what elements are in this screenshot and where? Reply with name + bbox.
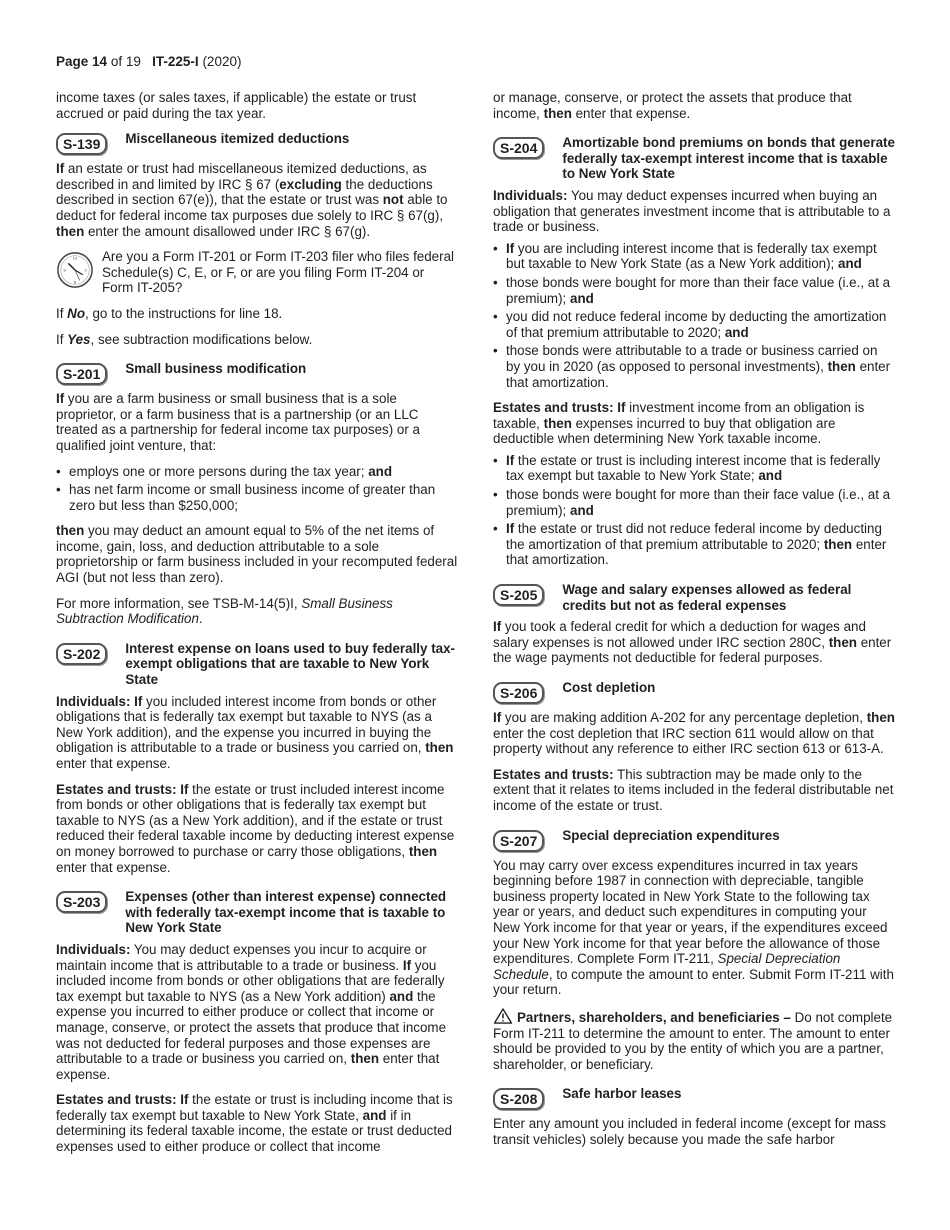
- warning-icon: [493, 1008, 513, 1024]
- section-s208-heading: [493, 1086, 895, 1110]
- bold-text: and: [758, 468, 783, 484]
- s201-paragraph: [56, 523, 458, 585]
- section-title: Miscellaneous itemized deductions: [125, 131, 350, 147]
- section-code-badge: S-204: [493, 137, 544, 159]
- bold-text: then: [350, 1051, 380, 1067]
- text: you are a farm business or small business that is a sole proprietor, or a farm business that is a partnership (or an LLC treated as a partnership for federal income tax purposes) or a qualified joint venture, that:: [56, 391, 420, 453]
- clock-note: [56, 249, 458, 296]
- text: has net farm income or small business income of greater than zero but less than $250,000;: [69, 482, 436, 513]
- section-title: Special depreciation expenditures: [562, 827, 780, 843]
- s202-estates: [56, 782, 458, 876]
- text: , see subtraction modifications below.: [90, 331, 313, 347]
- svg-text:3: 3: [84, 267, 87, 273]
- text: enter the cost depletion that IRC section 611 would allow on that property without any reference to either IRC section 613 or 613-A.: [493, 725, 884, 757]
- form-number: IT-225-I: [152, 54, 199, 69]
- s202-individuals: [56, 694, 458, 772]
- text: , go to the instructions for line 18.: [85, 305, 283, 321]
- section-code-badge: S-206: [493, 682, 544, 704]
- list-item: [493, 453, 895, 484]
- section-s201-heading: [56, 361, 458, 385]
- list-item: [493, 343, 895, 390]
- section-code-badge: S-139: [56, 133, 107, 155]
- page-total: of 19: [110, 54, 141, 69]
- s201-reference: [56, 596, 458, 627]
- text: you may deduct an amount equal to 5% of the net items of income, gain, loss, and deduction attributable to a sole proprietorship or farm business included in your recomputed federal AGI (but not less than zero).: [56, 523, 458, 586]
- bold-text: then: [56, 523, 85, 539]
- section-title: Cost depletion: [562, 680, 656, 695]
- italic-text: Special Depreciation Schedule: [493, 951, 841, 982]
- s201-paragraph: [56, 391, 458, 453]
- bold-text: If: [506, 521, 515, 537]
- text: You may carry over excess expenditures incurred in tax years beginning before 1987 in connection with depreciable, tangible business property located in New York State to the following tax year or years, and deduct such expenditures in computing your New York income for that year or years, if the expenditures exceed your New York income for that year before the allowance of those expenditures. Complete Form IT-211,: [493, 857, 888, 967]
- text: expenses incurred to buy that obligation are deductible when determining New York taxable income.: [493, 415, 836, 447]
- text: If: [56, 331, 68, 347]
- list-item: [56, 482, 458, 513]
- bold-text: excluding: [279, 176, 342, 192]
- text: those bonds were bought for more than their face value (i.e., at a premium);: [506, 487, 891, 518]
- text: employs one or more persons during the tax year;: [69, 463, 369, 479]
- bold-text: and: [570, 290, 594, 306]
- if-no-line: [56, 306, 458, 322]
- bold-text: Individuals:: [493, 187, 568, 203]
- text: enter that expense.: [56, 1051, 440, 1082]
- bold-text: If: [402, 957, 412, 973]
- s203-estates: [56, 1092, 458, 1154]
- clock-question: Are you a Form IT-201 or Form IT-203 filer who files federal Schedule(s) C, E, or F, or are you filing Form IT-204 or Form IT-205?: [102, 249, 455, 296]
- section-s139-heading: [56, 131, 458, 155]
- section-code-badge: S-205: [493, 584, 544, 606]
- text: You may deduct expenses incurred when buying an obligation that generates investment income that is attributable to a trade or business.: [493, 187, 891, 235]
- bold-text: then: [408, 843, 438, 859]
- text: enter the amount disallowed under IRC § 67(g).: [84, 223, 371, 239]
- section-title: Small business modification: [125, 361, 307, 377]
- section-s203-heading: [56, 889, 458, 936]
- section-s207-heading: [493, 828, 895, 852]
- s207-warning: [493, 1008, 895, 1072]
- text: those bonds were attributable to a trade or business carried on by you in 2020 (as opposed to personal investments),: [506, 343, 878, 374]
- bold-text: and: [362, 1107, 387, 1123]
- text: enter that expense.: [56, 756, 171, 771]
- bold-text: Estates and trusts: If: [493, 400, 626, 416]
- text: enter that expense.: [571, 105, 691, 121]
- text: Do not complete Form IT-211 to determine the amount to enter. The amount to enter should be provided to you by the entity of which you are a partner, shareholder, or beneficiary.: [493, 1009, 893, 1072]
- text: the expense you incurred to either produce or collect that income or manage, conserve, or protect the assets that produce that income was not deducted for federal purposes and those expenses are attributable to a trade or business you carried on,: [56, 988, 447, 1067]
- left-column: [56, 90, 458, 1165]
- section-code-badge: S-203: [56, 891, 107, 913]
- section-title: Safe harbor leases: [562, 1086, 682, 1102]
- text: if in determining its federal taxable income, the estate or trust deducted expenses used to either produce or collect that income: [56, 1107, 452, 1155]
- bold-text: and: [570, 502, 594, 518]
- list-item: [493, 521, 895, 568]
- text: you are including interest income that is federally tax exempt but taxable to New York State (as a New York addition);: [506, 240, 877, 272]
- s205-paragraph: [493, 619, 895, 666]
- s139-paragraph: [56, 161, 458, 239]
- s201-bullets: [56, 464, 458, 514]
- text: you included interest income from bonds or other obligations that is federally tax exempt but taxable to NYS (as a New York addition), and the expense you incurred in buying the obligation is attributable to a trade or business you carried on,: [56, 693, 437, 756]
- bold-text: If: [56, 161, 65, 177]
- s204-estates: [493, 400, 895, 447]
- bold-text: then: [543, 415, 572, 431]
- bold-text: then: [56, 223, 85, 239]
- section-code-badge: S-207: [493, 830, 544, 852]
- text: you included income from bonds or other obligations that are federally tax exempt but taxable to NYS (as a New York addition): [56, 957, 445, 1004]
- bold-text: then: [827, 358, 856, 374]
- text: you took a federal credit for which a deduction for wages and salary expenses is not allowed under IRC section 280C,: [493, 619, 866, 650]
- text: the deductions described in section 67(e)), that the estate or trust was: [56, 176, 433, 208]
- svg-text:9: 9: [63, 267, 66, 273]
- bold-text: Partners, shareholders, and beneficiaries –: [517, 1009, 791, 1025]
- section-code-badge: S-208: [493, 1088, 544, 1110]
- section-title: Expenses (other than interest expense) connected with federally tax-exempt income that is taxable to New York State: [125, 889, 447, 936]
- bold-text: then: [866, 710, 895, 725]
- bold-text: Estates and trusts:: [493, 766, 614, 782]
- bold-text: Individuals:: [56, 941, 131, 957]
- text: .: [198, 611, 203, 627]
- bold-text: If: [493, 710, 502, 725]
- text: you are making addition A-202 for any percentage depletion,: [501, 710, 867, 725]
- svg-text:6: 6: [73, 279, 77, 285]
- bold-italic-text: No: [67, 305, 86, 321]
- page-word: Page: [56, 54, 89, 69]
- list-item: [493, 309, 895, 340]
- text: an estate or trust had miscellaneous itemized deductions, as described in and limited by IRC § 67 (: [56, 161, 427, 192]
- text: For more information, see TSB-M-14(5)I,: [56, 595, 302, 611]
- text: , to compute the amount to enter. Submit Form IT-211 with your return.: [493, 966, 894, 998]
- section-title: Interest expense on loans used to buy federally tax-exempt obligations that are taxable to New York State: [125, 640, 456, 688]
- bold-text: then: [823, 536, 853, 552]
- bold-text: If: [56, 391, 65, 407]
- bold-text: then: [543, 105, 572, 121]
- section-code-badge: S-201: [56, 363, 107, 385]
- bold-text: Individuals: If: [56, 693, 143, 709]
- text: investment income from an obligation is taxable,: [493, 400, 865, 431]
- list-item: [56, 464, 458, 480]
- bold-text: and: [368, 463, 393, 479]
- if-yes-line: [56, 332, 458, 348]
- clock-icon: [56, 251, 94, 289]
- section-title: Wage and salary expenses allowed as federal credits but not as federal expenses: [562, 582, 852, 613]
- bold-text: Estates and trusts: If: [56, 781, 189, 797]
- section-title: Amortizable bond premiums on bonds that generate federally tax-exempt interest income that is taxable to New York State: [562, 135, 895, 182]
- s204-estate-bullets: [493, 453, 895, 568]
- s204-individual-bullets: [493, 241, 895, 390]
- bold-text: then: [828, 634, 857, 650]
- bold-text: not: [382, 192, 404, 208]
- bold-text: and: [724, 324, 749, 340]
- text: You may deduct expenses you incur to acquire or maintain income that is attributable to a trade or business.: [56, 941, 427, 973]
- text: enter that amortization.: [506, 358, 891, 390]
- s207-paragraph: [493, 858, 895, 998]
- text: enter the wage payments not deductible for federal purposes.: [493, 634, 892, 666]
- right-column: [493, 90, 895, 1157]
- section-code-badge: S-202: [56, 643, 107, 665]
- s208-paragraph: Enter any amount you included in federal income (except for mass transit vehicles) solely because you made the safe harbor: [493, 1116, 886, 1147]
- s203-individuals: [56, 942, 458, 1082]
- s206-paragraph: [493, 710, 895, 757]
- s204-individuals: [493, 188, 895, 235]
- bold-text: and: [389, 988, 414, 1004]
- right-intro: [493, 90, 895, 121]
- text: those bonds were bought for more than their face value (i.e., at a premium);: [506, 274, 891, 306]
- svg-text:12: 12: [72, 255, 78, 261]
- bold-text: If: [506, 452, 515, 468]
- text: This subtraction may be made only to the extent that it relates to items included in the federal distributable net income of the estate or trust.: [493, 766, 894, 813]
- list-item: [493, 275, 895, 306]
- text: If: [56, 305, 68, 321]
- section-s205-heading: [493, 582, 895, 613]
- left-intro: income taxes (or sales taxes, if applicable) the estate or trust accrued or paid during the tax year.: [56, 90, 417, 121]
- bold-text: Estates and trusts: If: [56, 1092, 189, 1108]
- bold-text: If: [493, 619, 502, 635]
- text: or manage, conserve, or protect the assets that produce that income,: [493, 90, 852, 121]
- text: enter that expense.: [56, 859, 171, 875]
- bold-italic-text: Yes: [67, 331, 91, 347]
- bold-text: then: [425, 740, 454, 756]
- bold-text: and: [838, 256, 862, 272]
- section-s206-heading: [493, 680, 895, 704]
- section-s204-heading: [493, 135, 895, 182]
- page-number: 14: [92, 54, 108, 69]
- section-s202-heading: [56, 641, 458, 688]
- form-year: (2020): [202, 54, 242, 69]
- s206-estates: [493, 767, 895, 814]
- text: the estate or trust included interest income from bonds or other obligations that is federally tax exempt but taxable to NYS (as a New York addition), and if the estate or trust reduced their federal taxable income by deducting interest expense on money borrowed to purchase or carry those obligations,: [56, 781, 455, 859]
- page-header: [56, 54, 241, 69]
- text: able to deduct for federal income tax purposes due solely to IRC § 67(g),: [56, 192, 448, 223]
- text: the estate or trust is including income that is federally tax exempt but taxable to New York State,: [56, 1092, 453, 1123]
- italic-text: Small Business Subtraction Modification: [56, 595, 393, 627]
- text: the estate or trust did not reduce federal income by deducting the amortization of that premium attributable to 2020;: [506, 521, 882, 552]
- text: the estate or trust is including interest income that is federally tax exempt but taxable to New York State;: [506, 452, 881, 484]
- bold-text: If: [506, 240, 515, 256]
- text: you did not reduce federal income by deducting the amortization of that premium attributable to 2020;: [506, 309, 887, 340]
- list-item: [493, 487, 895, 518]
- list-item: [493, 241, 895, 272]
- text: enter that amortization.: [506, 536, 887, 568]
